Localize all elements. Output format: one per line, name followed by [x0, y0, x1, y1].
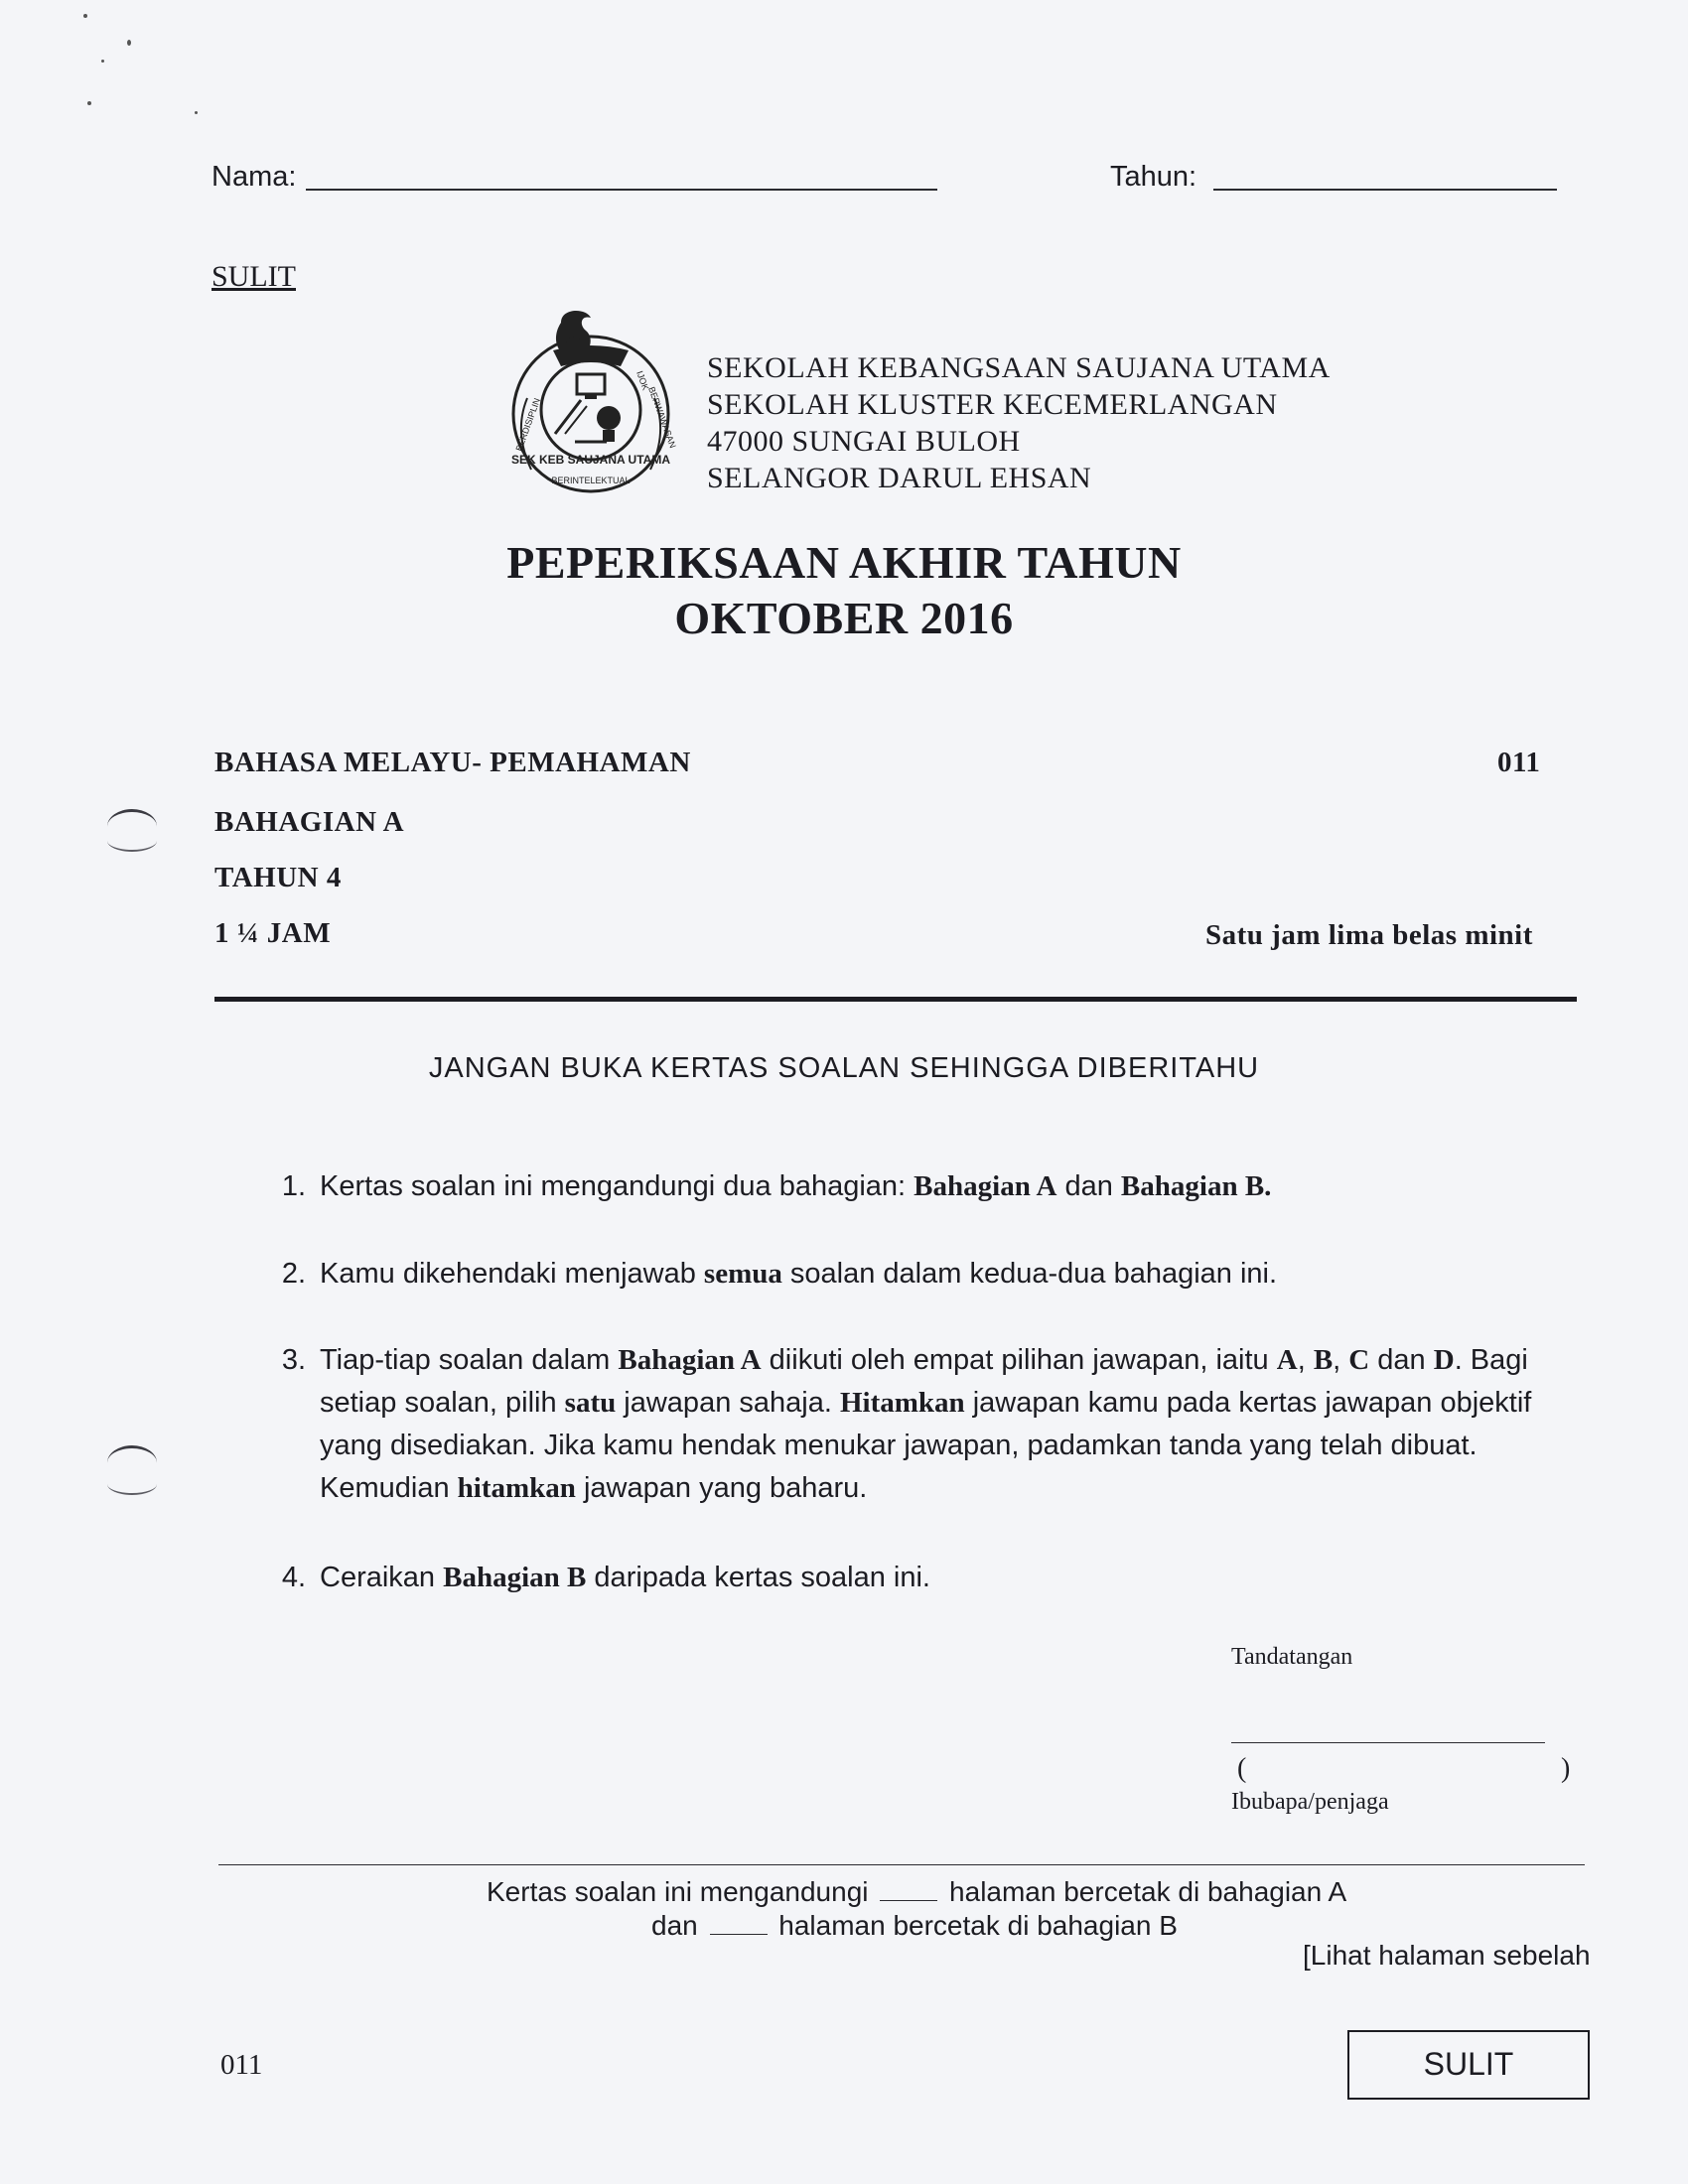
school-line: SEKOLAH KLUSTER KECEMERLANGAN: [707, 388, 1278, 421]
instruction-run: soalan dalam kedua-dua bahagian ini.: [781, 1258, 1278, 1290]
crest-school-name: SEK KEB SAUJANA UTAMA: [510, 453, 671, 467]
school-line: 47000 SUNGAI BULOH: [707, 425, 1021, 458]
instruction-text: [320, 1339, 1601, 1510]
pages-blank-b[interactable]: [710, 1912, 768, 1935]
emphasis-text: Bahagian A: [914, 1170, 1057, 1202]
emphasis-text: D: [1433, 1344, 1455, 1376]
name-field[interactable]: [306, 189, 937, 191]
subject-label: BAHASA MELAYU- PEMAHAMAN: [214, 747, 691, 778]
emphasis-text: semua: [703, 1258, 782, 1290]
instruction-text: [320, 1165, 1581, 1208]
emphasis-text: Hitamkan: [839, 1387, 965, 1419]
school-line: SEKOLAH KEBANGSAAN SAUJANA UTAMA: [707, 351, 1331, 384]
instruction-run: Kertas soalan ini mengandungi dua bahagian:: [320, 1170, 914, 1202]
year-label: Tahun:: [1110, 161, 1197, 193]
instruction-run: jawapan yang baharu.: [575, 1472, 868, 1504]
emphasis-text: Bahagian A: [618, 1344, 762, 1376]
signature-close-paren: ): [1561, 1753, 1571, 1784]
year-level: TAHUN 4: [214, 862, 342, 893]
instruction-run: diikuti oleh empat pilihan jawapan, iaitu: [761, 1344, 1277, 1376]
duration-words: Satu jam lima belas minit: [1205, 919, 1533, 951]
school-line: SELANGOR DARUL EHSAN: [707, 462, 1092, 494]
instruction-run: dan: [1369, 1344, 1434, 1376]
paper-code: 011: [1497, 747, 1541, 778]
instruction-run: ,: [1297, 1344, 1314, 1376]
pages-line-1-end: halaman bercetak di bahagian A: [949, 1876, 1347, 1907]
year-field[interactable]: [1213, 189, 1557, 191]
pages-line-1: [487, 1876, 1346, 1908]
instruction-text: [320, 1557, 1581, 1599]
instruction-run: Kamu dikehendaki menjawab: [320, 1258, 704, 1290]
instruction-run: daripada kertas soalan ini.: [586, 1562, 930, 1593]
emphasis-text: Bahagian B.: [1120, 1170, 1272, 1202]
instruction-run: jawapan sahaja.: [616, 1387, 840, 1419]
crest-motto-left: BERDISIPLIN: [513, 396, 543, 453]
instruction-run: jawapan kamu pada kertas jawapan objektif yang disediakan. Jika kamu hendak menukar jawapan, padamkan tanda yang telah dibuat. Kemudian: [320, 1387, 1532, 1504]
signature-label: Tandatangan: [1231, 1644, 1353, 1670]
signature-role: Ibubapa/penjaga: [1231, 1789, 1389, 1815]
instruction-run: ,: [1333, 1344, 1349, 1376]
pages-line-1-start: Kertas soalan ini mengandungi: [487, 1876, 869, 1907]
pages-line-2-end: halaman bercetak di bahagian B: [778, 1910, 1178, 1941]
emphasis-text: B: [1313, 1344, 1334, 1376]
instruction-number: 1.: [281, 1170, 306, 1202]
duration: 1 ¼ JAM: [214, 917, 332, 949]
exam-date: OKTOBER 2016: [674, 593, 1014, 643]
instruction-4: [266, 1557, 1587, 1601]
crest-motto-right: BERWAWASAN: [646, 385, 678, 450]
emphasis-text: Bahagian B: [443, 1562, 587, 1593]
signature-open-paren: (: [1237, 1753, 1247, 1784]
instruction-1: [266, 1165, 1587, 1210]
crest-top-right: IJOK: [634, 369, 651, 392]
header-divider: [214, 997, 1577, 1002]
crest-computer-icon: [577, 374, 605, 394]
pages-blank-a[interactable]: [880, 1878, 937, 1901]
next-page-note: [Lihat halaman sebelah: [1303, 1940, 1591, 1971]
instruction-run: . Bagi setiap soalan, pilih: [320, 1344, 1528, 1419]
emphasis-text: A: [1276, 1344, 1298, 1376]
sulit-box: SULIT: [1347, 2030, 1590, 2100]
pages-line-2-start: dan: [651, 1910, 698, 1941]
exam-title: PEPERIKSAAN AKHIR TAHUN: [506, 537, 1182, 588]
signature-field[interactable]: [1231, 1742, 1545, 1743]
instruction-3: [266, 1339, 1587, 1514]
instruction-number: 2.: [281, 1258, 306, 1290]
pages-line-2: [651, 1910, 1178, 1942]
instruction-2: [266, 1253, 1587, 1297]
instruction-text: [320, 1253, 1581, 1296]
instruction-number: 4.: [281, 1562, 306, 1593]
name-label: Nama:: [211, 161, 297, 193]
footer-divider: [218, 1864, 1585, 1865]
instruction-run: Tiap-tiap soalan dalam: [320, 1344, 619, 1376]
instruction-number: 3.: [281, 1344, 306, 1376]
instruction-run: dan: [1056, 1170, 1121, 1202]
footer-code: 011: [220, 2049, 263, 2081]
sulit-label-top: SULIT: [211, 260, 296, 293]
emphasis-text: C: [1348, 1344, 1370, 1376]
emphasis-text: satu: [564, 1387, 617, 1419]
section-label: BAHAGIAN A: [214, 806, 405, 838]
school-address: [707, 349, 1331, 496]
instruction-run: Ceraikan: [320, 1562, 444, 1593]
school-crest-logo: [492, 303, 690, 501]
crest-motto-bottom: BERINTELEKTUAL: [551, 476, 631, 485]
warning-notice: JANGAN BUKA KERTAS SOALAN SEHINGGA DIBERITAHU: [428, 1052, 1260, 1084]
emphasis-text: hitamkan: [457, 1472, 576, 1504]
crest-cup-icon: [597, 406, 621, 430]
